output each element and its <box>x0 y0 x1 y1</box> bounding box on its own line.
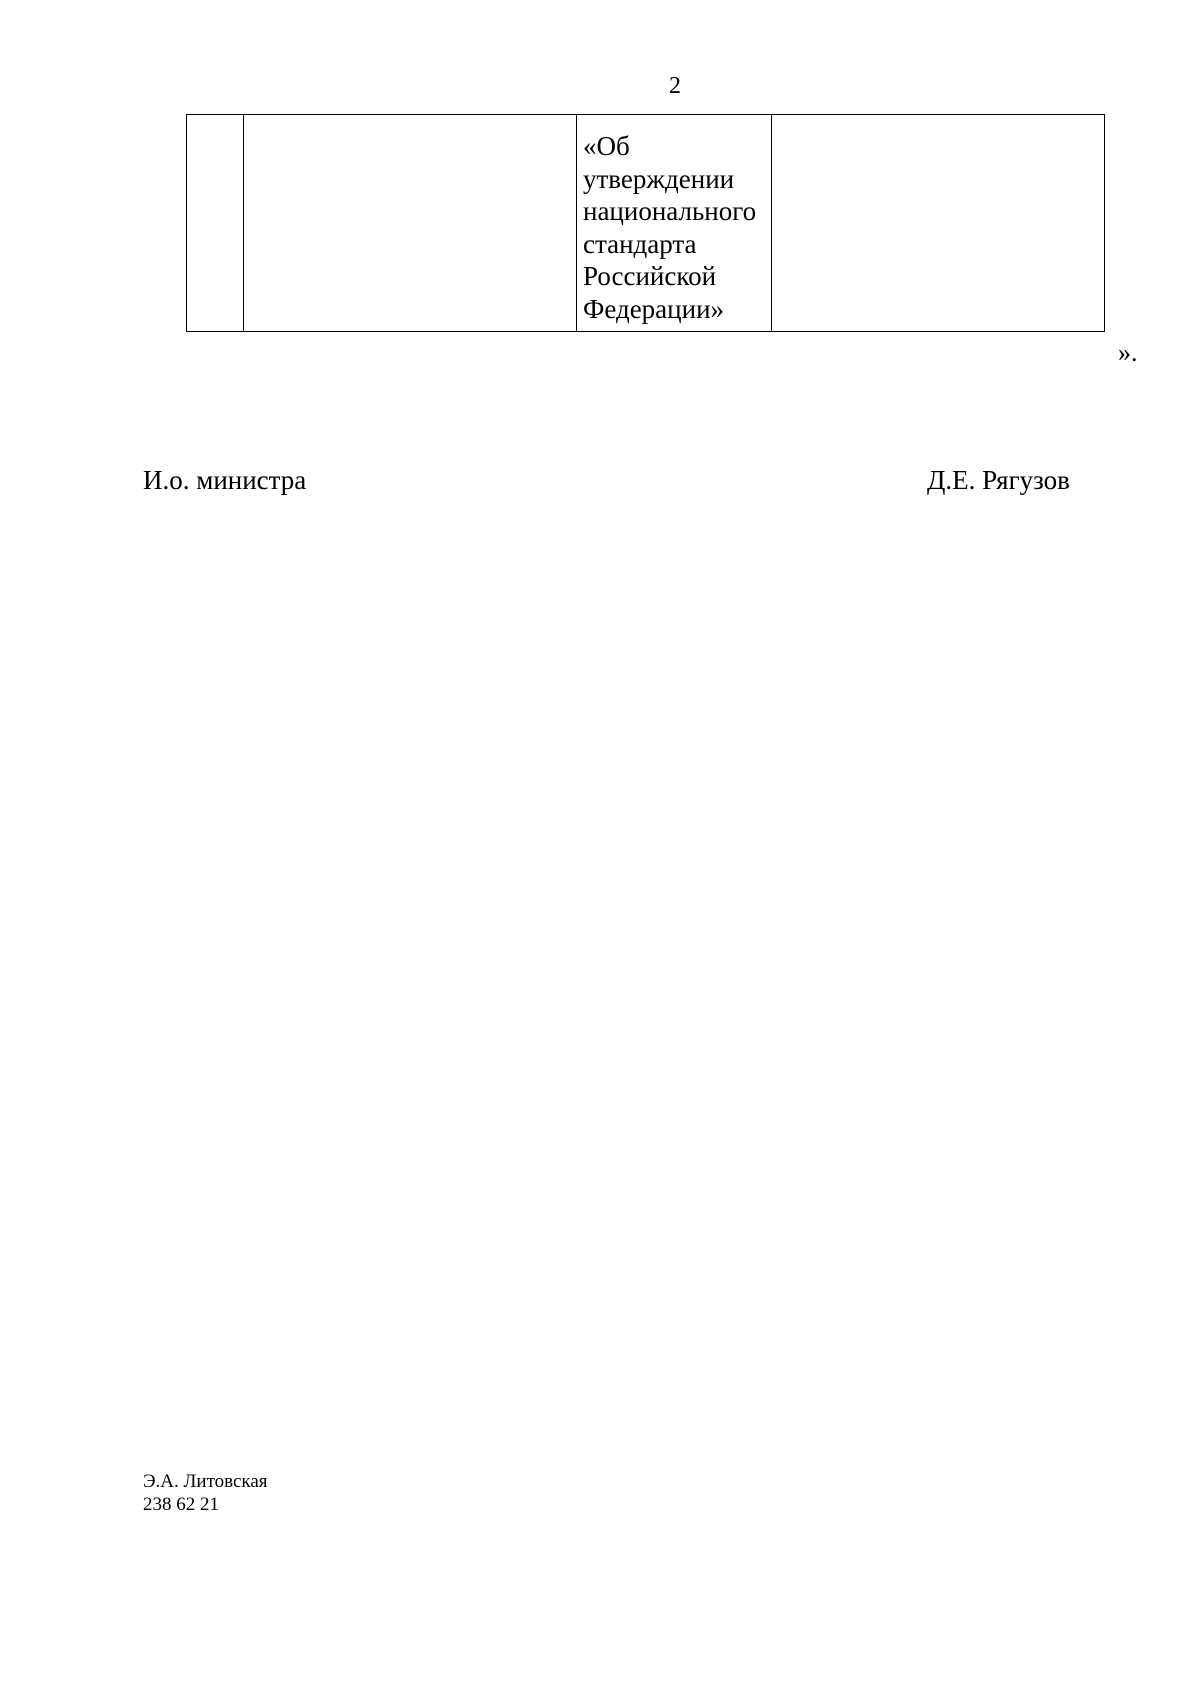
page-number: 2 <box>669 73 681 99</box>
table-row <box>187 115 1105 332</box>
signatory-position: И.о. министра <box>143 465 307 495</box>
signatory-name: Д.Е. Рягузов <box>927 465 1070 495</box>
table-cell-text <box>187 115 243 130</box>
table-cell-designation <box>244 115 577 332</box>
table-cell-document-title <box>577 115 772 332</box>
closing-quote: ». <box>1118 338 1138 367</box>
document-table <box>186 114 1105 332</box>
executor-block <box>143 1470 268 1516</box>
table-cell-text <box>772 115 1104 130</box>
table-cell-text: «Об утверждении национального стандарта Российской Федерации» <box>583 131 757 324</box>
executor-name: Э.А. Литовская <box>143 1471 268 1492</box>
executor-phone: 238 62 21 <box>143 1494 219 1515</box>
table-cell-number <box>187 115 244 332</box>
table-cell-text <box>244 115 576 130</box>
table-cell-notes <box>772 115 1105 332</box>
